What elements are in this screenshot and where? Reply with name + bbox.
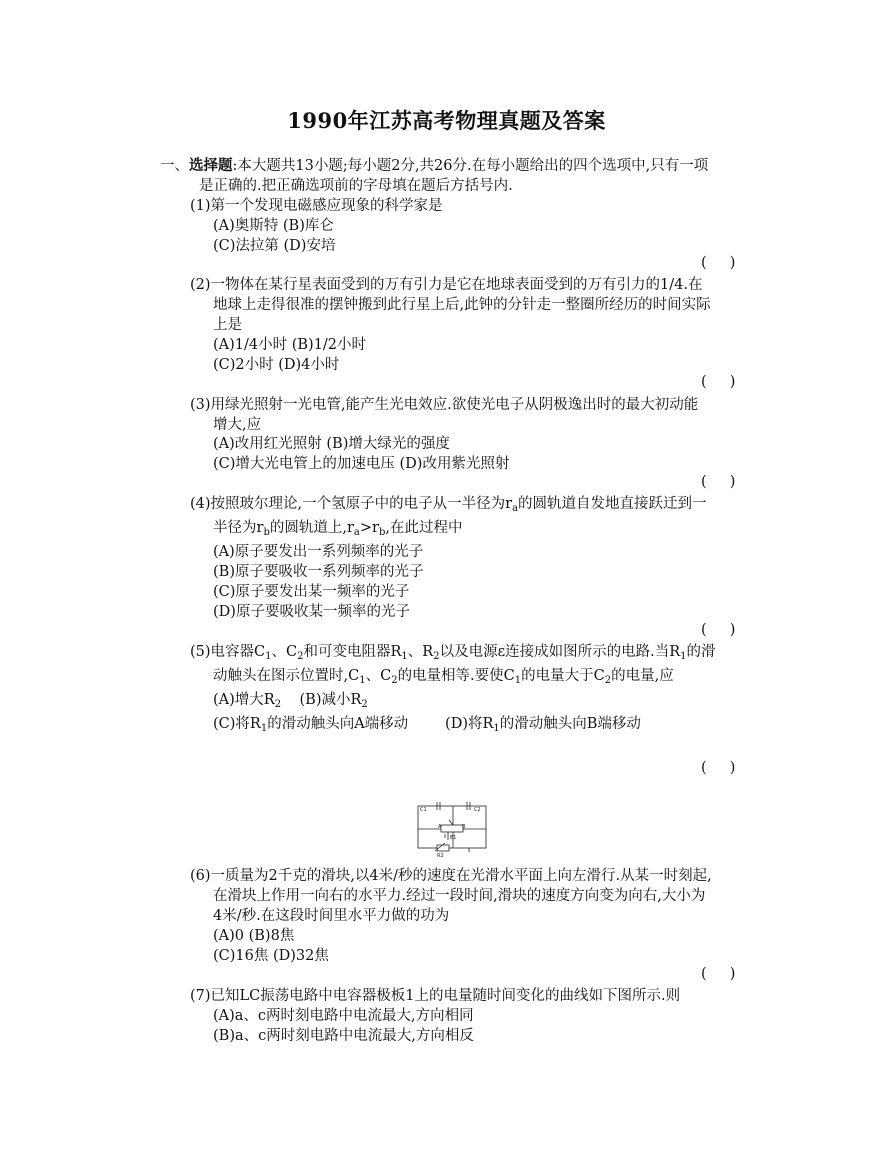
q5-options-cd <box>213 714 641 734</box>
q3-stem-line-2: 增大,应 <box>213 417 262 433</box>
subscript-1: 1 <box>493 723 500 734</box>
q5-text: 以及电源ε连接成如图所示的电路.当R <box>439 644 681 660</box>
q5-text: (C)将R <box>213 716 261 732</box>
q5-options-ab <box>213 690 368 710</box>
q5-stem-line-2 <box>213 666 674 686</box>
q5-text: (A)增大R <box>213 692 275 708</box>
subscript-1: 1 <box>514 675 522 686</box>
q2-stem-line-3: 上是 <box>213 317 242 333</box>
q6-stem-line-3: 4米/秒.在这段时间里水平力做的功为 <box>213 908 450 924</box>
q1-answer-bracket: ( ) <box>701 255 736 271</box>
section-intro-line-1 <box>160 156 708 176</box>
q7-stem: (7)已知LC振荡电路中电容器极板1上的电量随时间变化的曲线如下图所示.则 <box>190 988 681 1004</box>
q1-options-ab: (A)奥斯特 (B)库仑 <box>213 218 334 234</box>
q4-text: >r <box>359 520 379 536</box>
q6-stem-line-1: (6)一质量为2千克的滑块,以4米/秒的速度在光滑水平面上向左滑行.从某一时刻起, <box>190 868 712 884</box>
q3-stem-line-1: (3)用绿光照射一光电管,能产生光电效应.欲使光电子从阴极逸出时的最大初动能 <box>190 397 699 413</box>
q5-text: 和可变电阻器R <box>303 644 402 660</box>
section-intro-line-2: 是正确的.把正确选项前的字母填在题后方括号内. <box>199 178 513 194</box>
subscript-2: 2 <box>433 651 440 662</box>
subscript-a: a <box>512 503 519 514</box>
q5-stem-line-1 <box>190 642 716 662</box>
subscript-1: 1 <box>265 651 272 662</box>
q4-stem-line-2 <box>213 518 462 538</box>
q5-text: 的滑动触头向B端移动 <box>499 716 641 732</box>
subscript-2: 2 <box>297 651 304 662</box>
q4-text: 的圆轨道自发地直接跃迁到一 <box>518 496 707 512</box>
q5-text: (B)减小R <box>281 692 362 708</box>
q2-options-cd: (C)2小时 (D)4小时 <box>213 357 340 373</box>
subscript-1: 1 <box>260 723 268 734</box>
section-heading: 选择题 <box>189 157 233 174</box>
q4-text: ,在此过程中 <box>385 520 463 536</box>
q4-option-d: (D)原子要吸收某一频率的光子 <box>213 604 410 620</box>
q1-options-cd: (C)法拉第 (D)安培 <box>213 238 336 254</box>
rheostat-body <box>441 825 463 832</box>
circuit-diagram <box>415 802 489 860</box>
q5-text: 、C <box>271 644 298 660</box>
q2-answer-bracket: ( ) <box>701 374 736 390</box>
subscript-b: b <box>378 527 386 538</box>
q4-option-c: (C)原子要发出某一频率的光子 <box>213 584 410 600</box>
q5-text: 的电量大于C <box>521 668 605 684</box>
subscript-1: 1 <box>359 675 366 686</box>
q4-answer-bracket: ( ) <box>701 622 736 638</box>
label-e1: E1 <box>450 835 457 841</box>
subscript-2: 2 <box>391 675 398 686</box>
subscript-a: a <box>353 527 360 538</box>
label-b: B <box>462 824 466 830</box>
q6-options-ab: (A)0 (B)8焦 <box>213 928 295 944</box>
q4-option-a: (A)原子要发出一系列频率的光子 <box>213 544 424 560</box>
q2-options-ab: (A)1/4小时 (B)1/2小时 <box>213 337 367 353</box>
q7-option-b: (B)a、c两时刻电路中电流最大,方向相反 <box>213 1028 474 1044</box>
q4-option-b: (B)原子要吸收一系列频率的光子 <box>213 564 424 580</box>
q5-text: 、C <box>365 668 392 684</box>
q2-stem-line-1: (2)一物体在某行星表面受到的万有引力是它在地球表面受到的万有引力的1/4.在 <box>190 277 703 293</box>
q5-text: 、R <box>407 644 434 660</box>
q5-text: 的电量,应 <box>611 668 674 684</box>
subscript-b: b <box>263 527 270 538</box>
q4-stem-line-1 <box>190 494 707 514</box>
label-a: A <box>438 824 442 830</box>
q1-stem: (1)第一个发现电磁感应现象的科学家是 <box>190 198 443 214</box>
q4-text: (4)按照玻尔理论,一个氢原子中的电子从一半径为r <box>190 496 513 512</box>
rheostat-slider <box>449 820 453 825</box>
q4-text: 的圆轨道上,r <box>269 520 354 536</box>
label-c2: C2 <box>474 807 481 813</box>
q5-text: (5)电容器C <box>190 644 266 660</box>
q7-option-a: (A)a、c两时刻电路中电流最大,方向相同 <box>213 1008 474 1024</box>
q6-answer-bracket: ( ) <box>701 966 736 982</box>
subscript-2: 2 <box>604 675 612 686</box>
q5-answer-bracket: ( ) <box>701 760 736 776</box>
subscript-1: 1 <box>401 651 408 662</box>
q3-options-ab: (A)改用红光照射 (B)增大绿光的强度 <box>213 436 450 452</box>
q6-options-cd: (C)16焦 (D)32焦 <box>213 948 329 964</box>
q5-text: 动触头在图示位置时,C <box>213 668 360 684</box>
q4-text: 半径为r <box>213 520 264 536</box>
subscript-1: 1 <box>680 651 687 662</box>
q5-text: 的电量相等.要使C <box>397 668 515 684</box>
q6-stem-line-2: 在滑块上作用一向右的水平力.经过一段时间,滑块的速度方向变为向右,大小为 <box>213 888 706 904</box>
q5-text: 的滑 <box>686 644 716 660</box>
q5-text: 的滑动触头向A端移动 (D)将R <box>267 716 494 732</box>
section-number: 一、 <box>160 158 189 174</box>
label-r2: R2 <box>437 853 444 859</box>
subscript-2: 2 <box>274 699 282 710</box>
label-c1: C1 <box>420 807 427 813</box>
q3-options-cd: (C)增大光电管上的加速电压 (D)改用紫光照射 <box>213 456 510 472</box>
page-title: 1990年江苏高考物理真题及答案 <box>287 108 606 133</box>
subscript-2: 2 <box>361 699 368 710</box>
q2-stem-line-2: 地球上走得很准的摆钟搬到此行星上后,此钟的分针走一整圈所经历的时间实际 <box>213 297 711 313</box>
section-intro-text: :本大题共13小题;每小题2分,共26分.在每小题给出的四个选项中,只有一项 <box>232 158 709 174</box>
q3-answer-bracket: ( ) <box>701 474 736 490</box>
